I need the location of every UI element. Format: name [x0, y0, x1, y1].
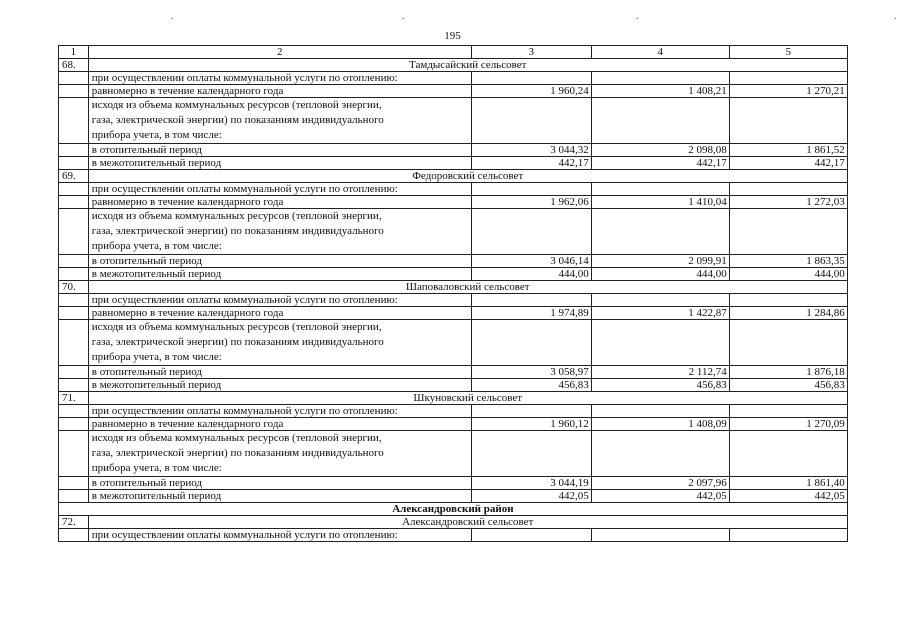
empty-cell [729, 209, 847, 255]
section-title: Шаповаловский сельсовет [88, 281, 847, 294]
value-col4: 444,00 [591, 268, 729, 281]
data-row [59, 366, 848, 379]
row-label: в межотопительный период [88, 379, 471, 392]
empty-cell [591, 294, 729, 307]
row-label: равномерно в течение календарного года [88, 85, 471, 98]
section-row [59, 516, 848, 529]
value-col3: 1 960,24 [471, 85, 591, 98]
row-label: в межотопительный период [88, 268, 471, 281]
section-row [59, 392, 848, 405]
empty-cell [591, 72, 729, 85]
row-label: при осуществлении оплаты коммунальной услуги по отоплению: [88, 405, 471, 418]
page-number: 195 [444, 30, 461, 42]
empty-cell [59, 477, 89, 490]
row-number: 68. [59, 59, 89, 72]
row-label: в межотопительный период [88, 490, 471, 503]
section-row [59, 59, 848, 72]
value-col4: 1 410,04 [591, 196, 729, 209]
empty-cell [59, 85, 89, 98]
empty-cell [471, 72, 591, 85]
row-label-line: исходя из объема коммунальных ресурсов (тепловой энергии, [91, 99, 382, 111]
empty-cell [59, 196, 89, 209]
empty-cell [729, 529, 847, 542]
row-label: в межотопительный период [88, 157, 471, 170]
empty-cell [59, 366, 89, 379]
row-label [88, 98, 471, 144]
section-title: Тамдысайский сельсовет [88, 59, 847, 72]
empty-cell [59, 320, 89, 366]
empty-cell [729, 72, 847, 85]
empty-cell [591, 209, 729, 255]
text-row [59, 183, 848, 196]
row-label-line: исходя из объема коммунальных ресурсов (тепловой энергии, [91, 321, 382, 333]
header-row [59, 46, 848, 59]
value-col5: 456,83 [729, 379, 847, 392]
value-col4: 442,05 [591, 490, 729, 503]
value-col5: 1 861,40 [729, 477, 847, 490]
empty-cell [59, 98, 89, 144]
scan-dot: . [894, 11, 897, 22]
empty-cell [591, 183, 729, 196]
value-col5: 1 270,21 [729, 85, 847, 98]
value-col4: 1 408,21 [591, 85, 729, 98]
row-label: при осуществлении оплаты коммунальной услуги по отоплению: [88, 183, 471, 196]
row-number: 69. [59, 170, 89, 183]
value-col3: 3 044,19 [471, 477, 591, 490]
empty-cell [729, 320, 847, 366]
empty-cell [59, 490, 89, 503]
empty-cell [471, 431, 591, 477]
empty-cell [591, 98, 729, 144]
section-row [59, 170, 848, 183]
row-label-line: газа, электрической энергии) по показаниям индивидуального [91, 336, 384, 348]
empty-cell [591, 431, 729, 477]
text-row [59, 72, 848, 85]
row-label-line: прибора учета, в том числе: [91, 240, 222, 252]
value-col3: 3 058,97 [471, 366, 591, 379]
empty-cell [591, 405, 729, 418]
value-col3: 1 960,12 [471, 418, 591, 431]
empty-cell [471, 294, 591, 307]
empty-cell [591, 320, 729, 366]
district-title: Александровский район [59, 503, 848, 516]
scan-dot: . [171, 11, 174, 22]
value-col5: 1 861,52 [729, 144, 847, 157]
data-row [59, 418, 848, 431]
row-number: 71. [59, 392, 89, 405]
value-col3: 1 962,06 [471, 196, 591, 209]
empty-cell [59, 405, 89, 418]
row-label-line: прибора учета, в том числе: [91, 351, 222, 363]
header-cell: 2 [88, 46, 471, 59]
value-col3: 3 046,14 [471, 255, 591, 268]
value-col4: 2 099,91 [591, 255, 729, 268]
data-row [59, 307, 848, 320]
multiline-row [59, 209, 848, 255]
header-cell: 5 [729, 46, 847, 59]
section-row [59, 281, 848, 294]
scan-dot: . [402, 11, 405, 22]
row-number: 70. [59, 281, 89, 294]
empty-cell [59, 418, 89, 431]
empty-cell [471, 183, 591, 196]
empty-cell [59, 294, 89, 307]
row-label-line: прибора учета, в том числе: [91, 462, 222, 474]
row-label: в отопительный период [88, 477, 471, 490]
header-cell: 3 [471, 46, 591, 59]
empty-cell [471, 98, 591, 144]
empty-cell [59, 379, 89, 392]
data-row [59, 144, 848, 157]
empty-cell [729, 431, 847, 477]
value-col5: 1 863,35 [729, 255, 847, 268]
empty-cell [471, 320, 591, 366]
value-col3: 444,00 [471, 268, 591, 281]
row-label: в отопительный период [88, 366, 471, 379]
value-col4: 2 097,96 [591, 477, 729, 490]
multiline-row [59, 320, 848, 366]
row-label: при осуществлении оплаты коммунальной услуги по отоплению: [88, 529, 471, 542]
value-col4: 2 098,08 [591, 144, 729, 157]
value-col4: 1 422,87 [591, 307, 729, 320]
value-col4: 1 408,09 [591, 418, 729, 431]
row-label: равномерно в течение календарного года [88, 196, 471, 209]
empty-cell [729, 405, 847, 418]
table-body [59, 46, 848, 542]
empty-cell [59, 268, 89, 281]
header-cell: 1 [59, 46, 89, 59]
value-col3: 442,05 [471, 490, 591, 503]
empty-cell [59, 209, 89, 255]
value-col3: 3 044,32 [471, 144, 591, 157]
row-label-line: газа, электрической энергии) по показаниям индивидуального [91, 114, 384, 126]
multiline-row [59, 431, 848, 477]
row-label: в отопительный период [88, 144, 471, 157]
data-row [59, 379, 848, 392]
data-row [59, 85, 848, 98]
multiline-row [59, 98, 848, 144]
empty-cell [59, 307, 89, 320]
empty-cell [59, 183, 89, 196]
value-col3: 456,83 [471, 379, 591, 392]
row-label-line: газа, электрической энергии) по показаниям индивидуального [91, 225, 384, 237]
row-label [88, 431, 471, 477]
empty-cell [59, 529, 89, 542]
value-col5: 442,05 [729, 490, 847, 503]
empty-cell [729, 98, 847, 144]
data-row [59, 196, 848, 209]
empty-cell [729, 294, 847, 307]
row-label: равномерно в течение календарного года [88, 418, 471, 431]
empty-cell [471, 529, 591, 542]
value-col5: 442,17 [729, 157, 847, 170]
value-col4: 456,83 [591, 379, 729, 392]
row-number: 72. [59, 516, 89, 529]
row-label [88, 209, 471, 255]
empty-cell [59, 255, 89, 268]
row-label-line: газа, электрической энергии) по показаниям индивидуального [91, 447, 384, 459]
value-col5: 1 270,09 [729, 418, 847, 431]
row-label: при осуществлении оплаты коммунальной услуги по отоплению: [88, 72, 471, 85]
scan-dot: . [636, 11, 639, 22]
empty-cell [591, 529, 729, 542]
data-row [59, 490, 848, 503]
value-col3: 442,17 [471, 157, 591, 170]
empty-cell [59, 144, 89, 157]
text-row [59, 529, 848, 542]
empty-cell [729, 183, 847, 196]
row-label-line: исходя из объема коммунальных ресурсов (тепловой энергии, [91, 432, 382, 444]
row-label [88, 320, 471, 366]
empty-cell [59, 72, 89, 85]
row-label-line: прибора учета, в том числе: [91, 129, 222, 141]
tariff-table [58, 45, 848, 542]
data-row [59, 157, 848, 170]
data-row [59, 477, 848, 490]
text-row [59, 294, 848, 307]
section-title: Федоровский сельсовет [88, 170, 847, 183]
empty-cell [471, 209, 591, 255]
section-title: Александровский сельсовет [88, 516, 847, 529]
section-title: Шкуновский сельсовет [88, 392, 847, 405]
row-label: при осуществлении оплаты коммунальной услуги по отоплению: [88, 294, 471, 307]
district-row [59, 503, 848, 516]
row-label: равномерно в течение календарного года [88, 307, 471, 320]
row-label: в отопительный период [88, 255, 471, 268]
data-row [59, 255, 848, 268]
empty-cell [471, 405, 591, 418]
data-row [59, 268, 848, 281]
header-cell: 4 [591, 46, 729, 59]
text-row [59, 405, 848, 418]
value-col5: 1 876,18 [729, 366, 847, 379]
value-col5: 444,00 [729, 268, 847, 281]
value-col4: 2 112,74 [591, 366, 729, 379]
value-col4: 442,17 [591, 157, 729, 170]
row-label-line: исходя из объема коммунальных ресурсов (тепловой энергии, [91, 210, 382, 222]
empty-cell [59, 157, 89, 170]
value-col3: 1 974,89 [471, 307, 591, 320]
value-col5: 1 284,86 [729, 307, 847, 320]
empty-cell [59, 431, 89, 477]
value-col5: 1 272,03 [729, 196, 847, 209]
